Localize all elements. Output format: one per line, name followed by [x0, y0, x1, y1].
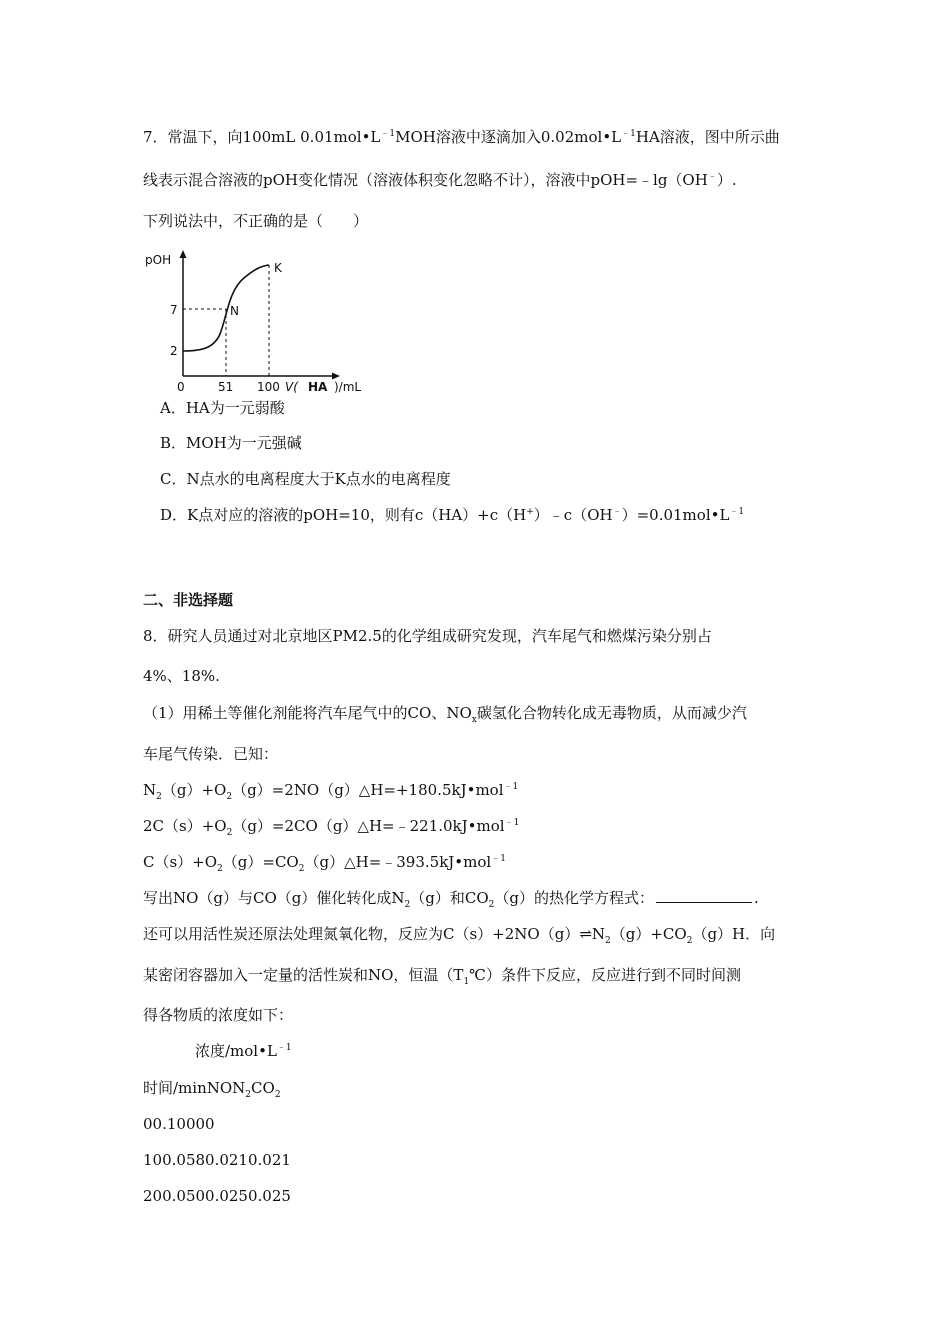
x-tick-100: 100 — [257, 380, 280, 393]
q8-stem-line1: 8．研究人员通过对北京地区PM2.5的化学组成研究发现，汽车尾气和燃煤污染分别占 — [143, 627, 712, 645]
x-tick-51: 51 — [218, 380, 234, 393]
poh-titration-graph — [140, 248, 380, 393]
q7-stem-line2: 线表示混合溶液的pOH变化情况（溶液体积变化忽略不计），溶液中pOH=﹣lg（OH﹣）. — [143, 171, 737, 189]
point-k-label: K — [274, 261, 282, 275]
q7-stem-line3: 下列说法中，不正确的是（ ） — [143, 212, 369, 230]
y-tick-2: 2 — [170, 344, 178, 358]
answer-blank[interactable] — [656, 888, 752, 903]
q8-write-equation-prompt: 写出NO（g）与CO（g）催化转化成$N_2(g)$和$CO_2(g)$的热化学方程式： . — [143, 889, 759, 910]
table-row: 00.10000 — [143, 1115, 215, 1133]
x-axis-label-suffix: )/mL — [334, 380, 362, 393]
poh-curve — [183, 265, 269, 351]
q7-option-c: C．N点水的电离程度大于K点水的电离程度 — [160, 470, 451, 488]
point-n-label: N — [230, 304, 239, 318]
q8-carbon-reaction: 还可以用活性炭还原法处理氮氧化物，反应为$C(s)+2NO(g)\rightleftharpoons N_2(g)+CO_2(g)H$．向 — [143, 925, 776, 946]
x-origin-label: 0 — [177, 380, 185, 393]
thermo-equation-3: $C(s)+O_2(g)=CO_2(g)\triangle H=﹣393.5kJ•mol^{﹣1}$ — [143, 853, 506, 874]
table-column-header: 时间$/minNON_2CO_2$ — [143, 1079, 281, 1100]
q8-part1-line2: 车尾气传染．已知： — [143, 745, 279, 763]
thermo-equation-2: $2C(s)+O_2(g)=2CO(g)\triangle H=﹣221.0kJ•mol^{﹣1}$ — [143, 817, 520, 838]
q7-option-d: D．K点对应的溶液的pOH=10，则有$c(HA)+c(H^+)﹣c(OH^﹣)=0.01mol•L^{﹣1}$ — [160, 506, 745, 524]
q7-stem-line1: 7．常温下，向100mL $0.01mol•L^{﹣1}MOH$溶液中逐滴加入$0.02mol•L^{﹣1}HA$溶液，图中所示曲 — [143, 128, 780, 146]
q8-condition-line1: 某密闭容器加入一定量的活性炭和NO，恒温$(T_1℃)$条件下反应，反应进行到不同时间测 — [143, 966, 741, 987]
table-row: 200.0500.0250.025 — [143, 1187, 291, 1205]
y-axis-arrow — [180, 250, 187, 258]
x-axis-label-ha: HA — [308, 380, 328, 393]
x-axis-label-prefix: V( — [285, 380, 298, 393]
q8-condition-line2: 得各物质的浓度如下： — [143, 1006, 294, 1024]
table-concentration-header: 浓度$/mol•L^{﹣1}$ — [195, 1042, 292, 1060]
x-axis-arrow — [332, 373, 340, 380]
table-row: 100.0580.0210.021 — [143, 1151, 291, 1169]
q7-option-b: B．MOH为一元强碱 — [160, 434, 302, 452]
section-heading: 二、非选择题 — [143, 591, 234, 609]
q7-option-a: A．HA为一元弱酸 — [160, 399, 285, 417]
q8-stem-line2: 4%、18%. — [143, 667, 220, 685]
q8-part1-line1: （1）用稀土等催化剂能将汽车尾气中的CO、$NO_x$碳氢化合物转化成无毒物质，从而减少汽 — [143, 704, 747, 725]
y-axis-label: pOH — [145, 253, 172, 267]
thermo-equation-1: $N_2(g)+O_2(g)=2NO(g)\triangle H=+180.5kJ•mol^{﹣1}$ — [143, 781, 519, 802]
y-tick-7: 7 — [170, 303, 178, 317]
